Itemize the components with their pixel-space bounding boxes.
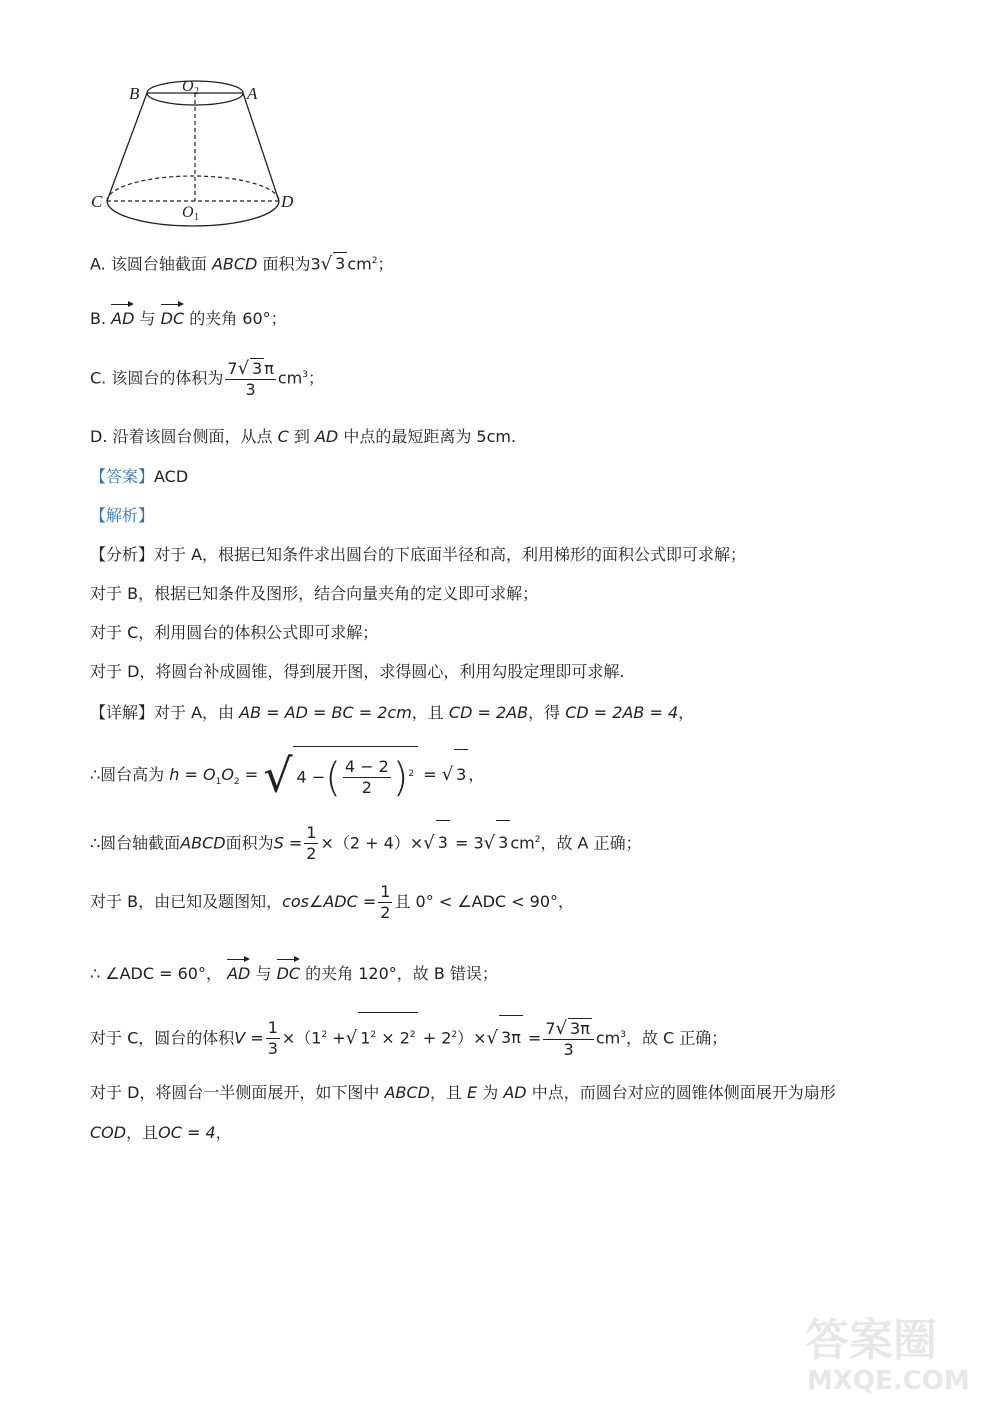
option-d: D. 沿着该圆台侧面，从点 C 到 AD 中点的最短距离为 5cm. [90, 427, 517, 446]
label-B: B [129, 84, 140, 103]
answer-line [90, 466, 188, 488]
detail-line-8: COD，且OC = 4， [90, 1123, 232, 1142]
detail-line-1: 【详解】对于 A，由 AB = AD = BC = 2cm，且 CD = 2AB，得 CD = 2AB = 4， [90, 703, 695, 722]
right-slant-edge [243, 93, 279, 201]
label-A: A [247, 84, 258, 103]
detail-line-5: ∴ ∠ADC = 60°， AD 与 DC 的夹角 120°，故 B 错误； [90, 957, 498, 985]
watermark-text-2: MXQE.COM [807, 1366, 970, 1395]
label-O1: O [182, 204, 194, 221]
label-C: C [91, 192, 103, 211]
bottom-base-back [107, 176, 279, 201]
analysis-line-3: 对于 C，利用圆台的体积公式即可求解； [90, 623, 379, 642]
big-radical: √ 4 −( $\frac{4 - 2}{2}$ )$^2$ [263, 746, 418, 805]
detail-line-4: 对于 B，由已知及题图知，cos∠ADC = $\frac{1}{2}$ 且 0° < ∠ADC < 90°， [90, 882, 575, 922]
label-O1-sub: 1 [194, 212, 199, 223]
analysis-line-1: 【分析】对于 A，根据已知条件求出圆台的下底面半径和高，利用梯形的面积公式即可求解； [90, 545, 747, 564]
answer-value: ACD [154, 467, 189, 486]
label-O2: O [182, 78, 194, 95]
answer-tag: 【答案】 [90, 467, 155, 486]
option-b: B. AD 与 DC 的夹角 60°； [90, 302, 287, 330]
option-a: A. 该圆台轴截面 ABCD 面积为3√ 3 $cm^2$； [90, 253, 394, 275]
analysis-line-2: 对于 B，根据已知条件及图形，结合向量夹角的定义即可求解； [90, 584, 539, 603]
left-slant-edge [107, 93, 147, 201]
detail-line-6: 对于 C，圆台的体积V = $\frac{1}{3}$ $\times(1^2$ +√ $1^2 \times 2^2 + 2^2)\times√$ 3π = $\frac{7√ 3\pi}{3}$ $cm^3$，故 C 正确； [90, 1012, 727, 1060]
vector-ad: AD [111, 302, 134, 330]
option-c: C. 该圆台的体积为 $\frac{7√ 3 \pi}{3}$ $cm^3$； [90, 358, 325, 399]
analysis-line-4: 对于 D，将圆台补成圆锥，得到展开图，求得圆心，利用勾股定理即可求解. [90, 662, 625, 681]
fraction: $\frac{7√ 3 \pi}{3}$ [227, 358, 274, 399]
label-D: D [281, 192, 294, 211]
label-O2-sub: 2 [194, 86, 199, 97]
frustum-figure [85, 70, 315, 230]
watermark-logo [797, 1305, 982, 1395]
vector-dc: DC [161, 302, 185, 330]
detail-line-3: ∴圆台轴截面ABCD面积为S = $\frac{1}{2}$ ×（2 + 4）×√ 3 = 3√ 3 $cm^2$，故 A 正确； [90, 818, 642, 865]
detail-line-7: 对于 D，将圆台一半侧面展开，如下图中 ABCD，且 E 为 AD 中点，而圆台对应的圆锥体侧面展开为扇形 [90, 1083, 836, 1102]
watermark-text-1: 答案圈 [805, 1315, 937, 1366]
detail-line-2: ∴圆台高为 $h = O_1O_2$ = √ 4 −( $\frac{4 - 2}{2}$ )$^2$ = √ 3 ， [90, 746, 484, 807]
analysis-tag: 【解析】 [90, 506, 155, 525]
